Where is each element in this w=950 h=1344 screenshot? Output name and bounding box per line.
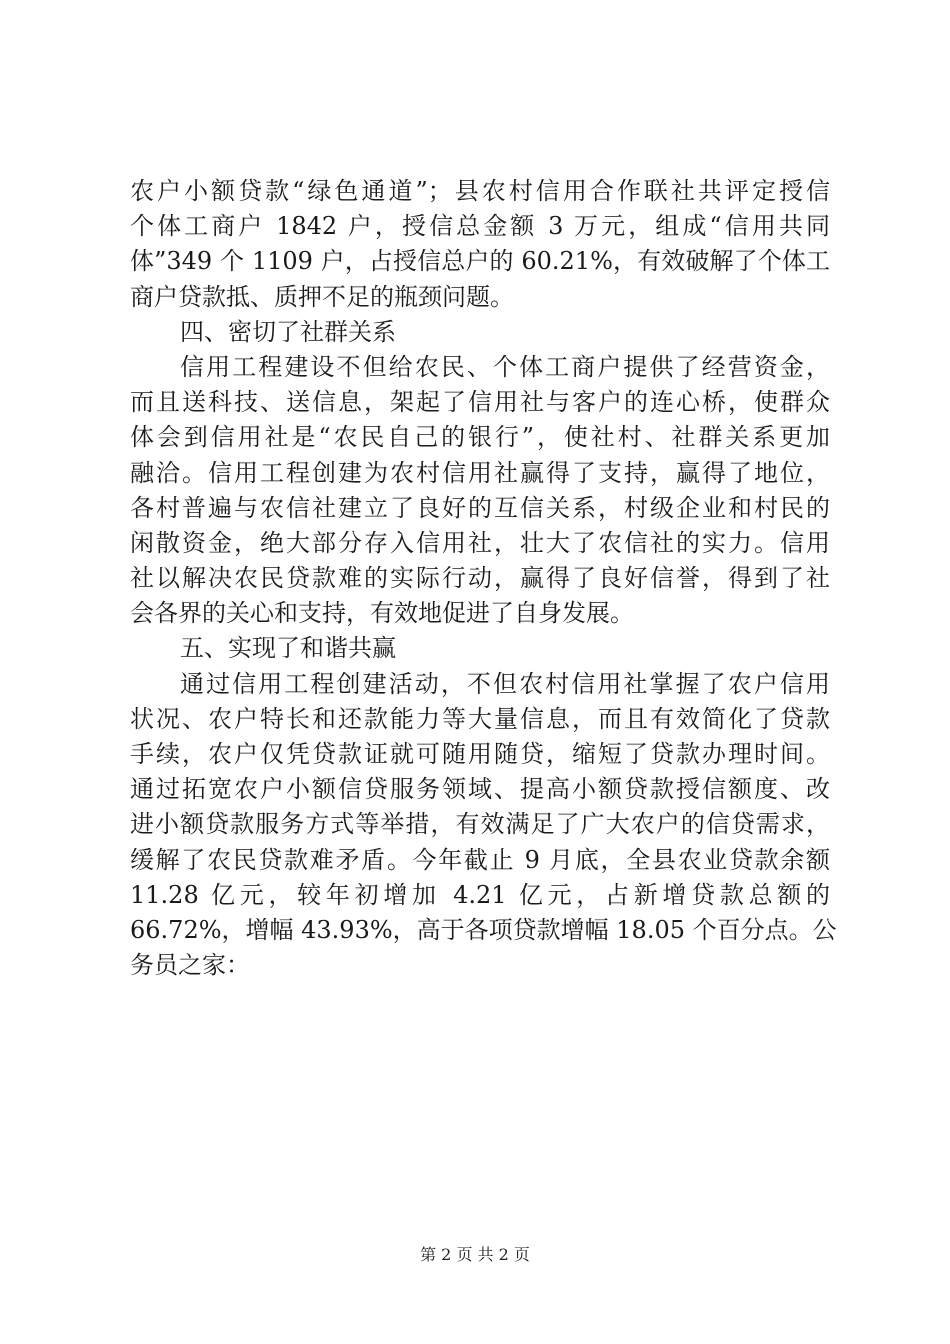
text-line: 而且送科技、送信息，架起了信用社与客户的连心桥，使群众 [130, 388, 830, 417]
text-line: 社以解决农民贷款难的实际行动，赢得了良好信誉，得到了社 [130, 564, 830, 593]
text-line: 会各界的关心和支持，有效地促进了自身发展。 [130, 599, 634, 628]
text-line: 融洽。信用工程创建为农村信用社赢得了支持，赢得了地位， [130, 458, 830, 487]
text-line: 农户小额贷款“绿色通道”；县农村信用合作联社共评定授信 [130, 177, 830, 205]
section-heading: 四、密切了社群关系 [180, 317, 396, 346]
text-line: 缓解了农民贷款难矛盾。今年截止 9 月底，全县农业贷款余额 [130, 845, 830, 874]
text-line: 进小额贷款服务方式等举措，有效满足了广大农户的信贷需求， [130, 810, 830, 839]
text-line: 体会到信用社是“农民自己的银行”，使社村、社群关系更加 [130, 423, 830, 452]
body-text [130, 174, 837, 983]
text-line: 闲散资金，绝大部分存入信用社，壮大了农信社的实力。信用 [130, 528, 830, 557]
text-line: 个体工商户 1842 户，授信总金额 3 万元，组成“信用共同 [130, 212, 830, 241]
text-line: 体”349 个 1109 户，占授信总户的 60.21%，有效破解了个体工 [130, 247, 830, 276]
text-line: 各村普遍与农信社建立了良好的互信关系，村级企业和村民的 [130, 493, 830, 522]
text-line: 通过拓宽农户小额信贷服务领域、提高小额贷款授信额度、改 [130, 775, 830, 804]
text-line: 手续，农户仅凭贷款证就可随用随贷，缩短了贷款办理时间。 [130, 740, 830, 768]
text-line: 状况、农户特长和还款能力等大量信息，而且有效简化了贷款 [130, 704, 830, 733]
text-line: 66.72%，增幅 43.93%，高于各项贷款增幅 18.05 个百分点。公 [130, 915, 837, 944]
section-heading: 五、实现了和谐共赢 [180, 634, 396, 663]
page-number-footer: 第 2 页 共 2 页 [420, 1245, 530, 1264]
text-line: 商户贷款抵、质押不足的瓶颈问题。 [130, 282, 514, 311]
text-line: 务员之家： [130, 951, 250, 980]
text-line: 通过信用工程创建活动，不但农村信用社掌握了农户信用 [180, 669, 830, 698]
text-line: 信用工程建设不但给农民、个体工商户提供了经营资金， [180, 352, 830, 381]
text-line: 11.28 亿元，较年初增加 4.21 亿元，占新增贷款总额的 [130, 880, 830, 909]
